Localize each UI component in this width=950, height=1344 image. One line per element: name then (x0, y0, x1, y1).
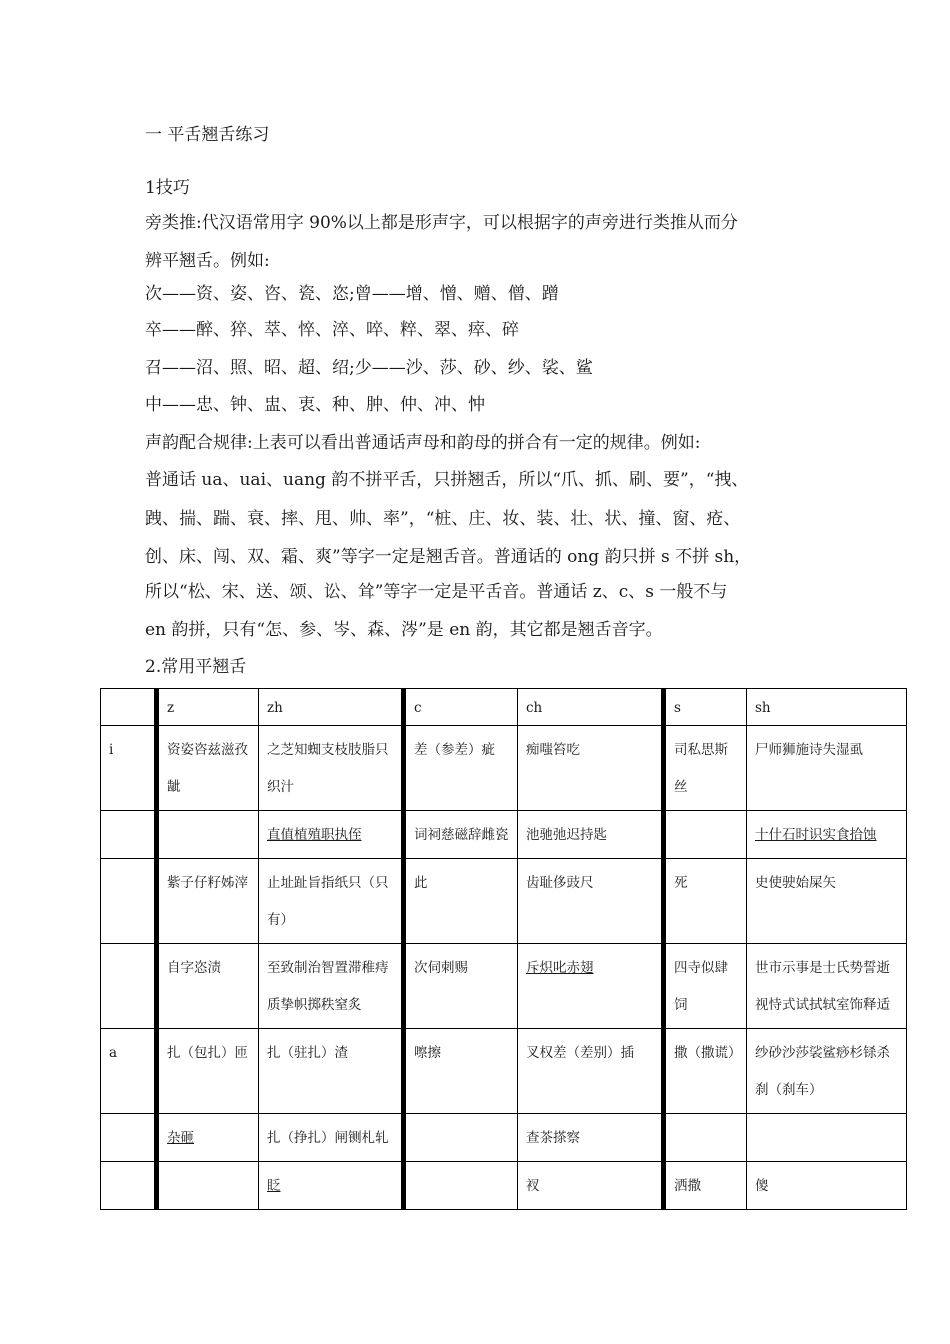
table-cell: 扎（包扎）匝 (157, 1029, 259, 1114)
table-cell (101, 944, 157, 1029)
table-cell: 自字恣渍 (157, 944, 259, 1029)
table-cell: 衩 (518, 1162, 664, 1210)
table-cell: 痴嗤笞吃 (518, 726, 664, 811)
paragraph-line: 声韵配合规律:上表可以看出普通话声母和韵母的拼合有一定的规律。例如: (145, 433, 701, 453)
paragraph-line: 旁类推:代汉语常用字 90%以上都是形声字，可以根据字的声旁进行类推从而分 (145, 213, 738, 233)
table-cell: 嚓擦 (404, 1029, 518, 1114)
paragraph-line: 辨平翘舌。例如: (145, 251, 270, 271)
table-cell (664, 1114, 747, 1162)
table-cell: 扎（驻扎）渣 (259, 1029, 404, 1114)
paragraph-line: 召——沼、照、昭、超、绍;少——沙、莎、砂、纱、裟、鲨 (145, 358, 593, 378)
table-cell: 死 (664, 859, 747, 944)
table-row (101, 859, 907, 944)
table-cell: 杂砸 (157, 1114, 259, 1162)
table-cell: 词祠慈磁辞雌瓷 (404, 811, 518, 859)
table-cell: 次伺刺赐 (404, 944, 518, 1029)
table-row (101, 811, 907, 859)
table-cell: 资姿咨兹滋孜龇 (157, 726, 259, 811)
table-cell (101, 811, 157, 859)
table-cell: 扎（挣扎）闸铡札轧 (259, 1114, 404, 1162)
table-cell: 世市示事是士氏势誓逝视恃式试拭轼室饰释适 (747, 944, 907, 1029)
table-cell: 尸师狮施诗失湿虱 (747, 726, 907, 811)
paragraph-line: 跩、揣、踹、衰、摔、甩、帅、率”，“桩、庄、妆、装、壮、状、撞、窗、疮、 (145, 509, 741, 529)
table-row (101, 1114, 907, 1162)
table-header-cell (101, 689, 157, 726)
table-cell (157, 811, 259, 859)
paragraph-line: en 韵拼，只有“怎、参、岑、森、涔”是 en 韵，其它都是翘舌音字。 (145, 620, 663, 640)
table-header-cell: z (157, 689, 259, 726)
table-cell (664, 811, 747, 859)
table-cell: 叉权差（差别）插 (518, 1029, 664, 1114)
table-header-cell: sh (747, 689, 907, 726)
section-title: 一 平舌翘舌练习 (145, 125, 270, 145)
table-cell: 撒（撒谎） (664, 1029, 747, 1114)
subsection-title-techniques: 1技巧 (145, 178, 190, 198)
table-cell: 之芝知蜘支枝肢脂只织汁 (259, 726, 404, 811)
table-cell: 查茶搽察 (518, 1114, 664, 1162)
table-header-row (101, 689, 907, 726)
table-header-cell: s (664, 689, 747, 726)
subsection-title-common-chars: 2.常用平翘舌 (145, 657, 247, 677)
initials-table (100, 688, 907, 1210)
table-cell: a (101, 1029, 157, 1114)
table-cell: 史使驶始屎矢 (747, 859, 907, 944)
table-cell: 眨 (259, 1162, 404, 1210)
table-header-cell: zh (259, 689, 404, 726)
table-row (101, 726, 907, 811)
table-cell (747, 1114, 907, 1162)
table-cell (101, 1162, 157, 1210)
table-cell: 紫子仔籽姊滓 (157, 859, 259, 944)
table-cell: 十什石时识实食拾蚀 (747, 811, 907, 859)
table-cell: 傻 (747, 1162, 907, 1210)
table-row (101, 944, 907, 1029)
paragraph-line: 卒——醉、猝、萃、悴、淬、啐、粹、翠、瘁、碎 (145, 320, 519, 340)
table-cell (404, 1114, 518, 1162)
table-cell: 止址趾旨指纸只（只有） (259, 859, 404, 944)
paragraph-line: 创、床、闯、双、霜、爽”等字一定是翘舌音。普通话的 ong 韵只拼 s 不拼 sh， (145, 547, 752, 567)
paragraph-line: 普通话 ua、uai、uang 韵不拼平舌，只拼翘舌，所以“爪、抓、刷、要”，“拽、 (145, 470, 749, 490)
table-cell: 四寺似肆饲 (664, 944, 747, 1029)
paragraph-line: 次——资、姿、咨、瓷、恣;曾——增、憎、赠、僧、蹭 (145, 284, 559, 304)
table-cell: 斥炽叱赤翅 (518, 944, 664, 1029)
table-cell: 至致制治智置滞稚痔 质挚帜掷秩窒炙 (259, 944, 404, 1029)
table-cell: 齿耻侈豉尺 (518, 859, 664, 944)
paragraph-line: 中——忠、钟、盅、衷、种、肿、仲、冲、忡 (145, 395, 485, 415)
table-cell: 纱砂沙莎裟鲨痧杉铩杀刹（刹车） (747, 1029, 907, 1114)
table-header-cell: ch (518, 689, 664, 726)
table-cell (101, 859, 157, 944)
table-cell: 直值植殖职执侄 (259, 811, 404, 859)
table-cell (404, 1162, 518, 1210)
table-cell (157, 1162, 259, 1210)
table-row (101, 1162, 907, 1210)
table-cell: i (101, 726, 157, 811)
table-cell (101, 1114, 157, 1162)
table-cell: 司私思斯丝 (664, 726, 747, 811)
table-cell: 差（参差）疵 (404, 726, 518, 811)
table-cell: 洒撒 (664, 1162, 747, 1210)
table-cell: 此 (404, 859, 518, 944)
table-header-cell: c (404, 689, 518, 726)
table-cell: 池驰弛迟持匙 (518, 811, 664, 859)
paragraph-line: 所以“松、宋、送、颂、讼、耸”等字一定是平舌音。普通话 z、c、s 一般不与 (145, 582, 728, 602)
table-row (101, 1029, 907, 1114)
